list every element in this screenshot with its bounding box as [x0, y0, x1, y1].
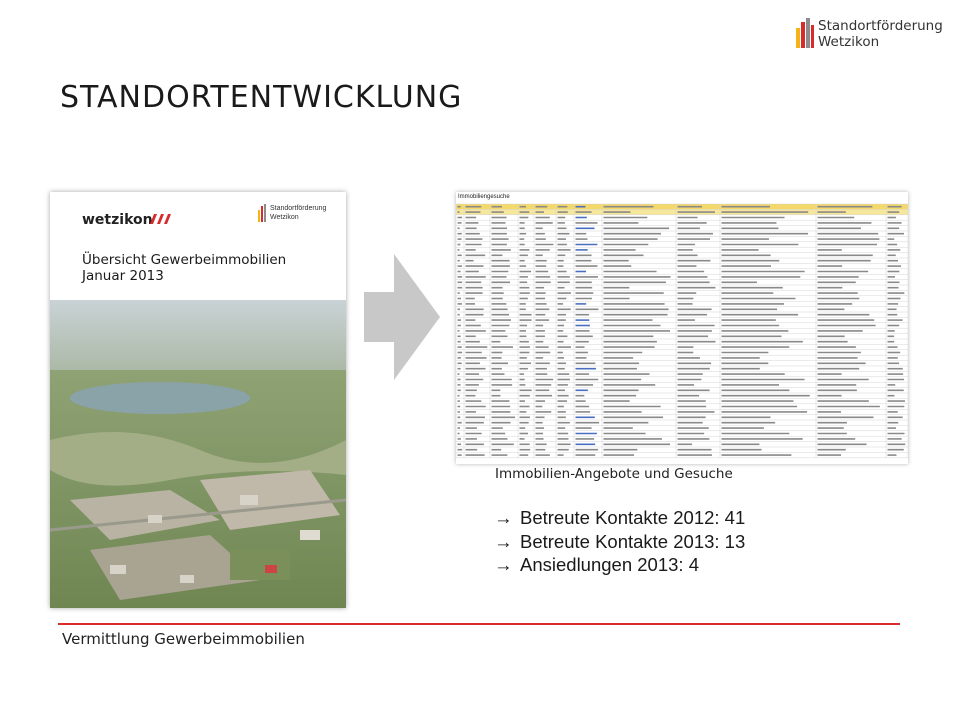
logo-line-2: Wetzikon: [818, 34, 880, 50]
brochure-heading-line-1: Übersicht Gewerbeimmobilien: [82, 252, 287, 268]
slide-title: STANDORTENTWICKLUNG: [60, 80, 463, 115]
bullet-text: Ansiedlungen 2013: 4: [520, 554, 699, 575]
bullet-item: [494, 553, 745, 577]
brochure-logo-line-2: Wetzikon: [270, 214, 299, 221]
brochure-logo-icon: [258, 204, 268, 222]
spreadsheet-thumbnail: [456, 192, 908, 464]
bullet-text: Betreute Kontakte 2012: 41: [520, 507, 746, 528]
arrow-right-icon: [364, 254, 440, 380]
standortfoerderung-logo: [796, 14, 946, 54]
logo-text: [818, 18, 943, 50]
arrow-right-icon: →: [494, 554, 513, 575]
brochure-logo-text: [270, 204, 326, 222]
spreadsheet-grid: [456, 192, 908, 464]
brochure-heading-line-2: Januar 2013: [82, 268, 164, 284]
brochure-cover: [50, 192, 346, 608]
bullet-list: [494, 506, 745, 577]
brochure-brand: wetzikon: [82, 212, 153, 228]
brochure-heading: [82, 252, 286, 284]
arrow-right-icon: →: [494, 530, 513, 552]
footer-divider: [58, 623, 900, 625]
logo-line-1: Standortförderung: [818, 18, 943, 34]
brochure-logo-line-1: Standortförderung: [270, 205, 327, 212]
logo-bars-icon: [796, 18, 816, 48]
aerial-photo: [50, 300, 346, 608]
brochure-brand-marks-icon: [148, 212, 172, 226]
spreadsheet-caption: Immobiliengesuche: [458, 194, 510, 200]
bullet-item: [494, 506, 745, 530]
bullet-text: Betreute Kontakte 2013: 13: [520, 530, 746, 552]
spreadsheet-caption-text: Immobilien-Angebote und Gesuche: [495, 466, 733, 482]
footer-text: Vermittlung Gewerbeimmobilien: [62, 630, 305, 648]
arrow-right-icon: →: [494, 507, 513, 528]
brochure-header: [50, 192, 346, 300]
bullet-item: [494, 530, 745, 554]
